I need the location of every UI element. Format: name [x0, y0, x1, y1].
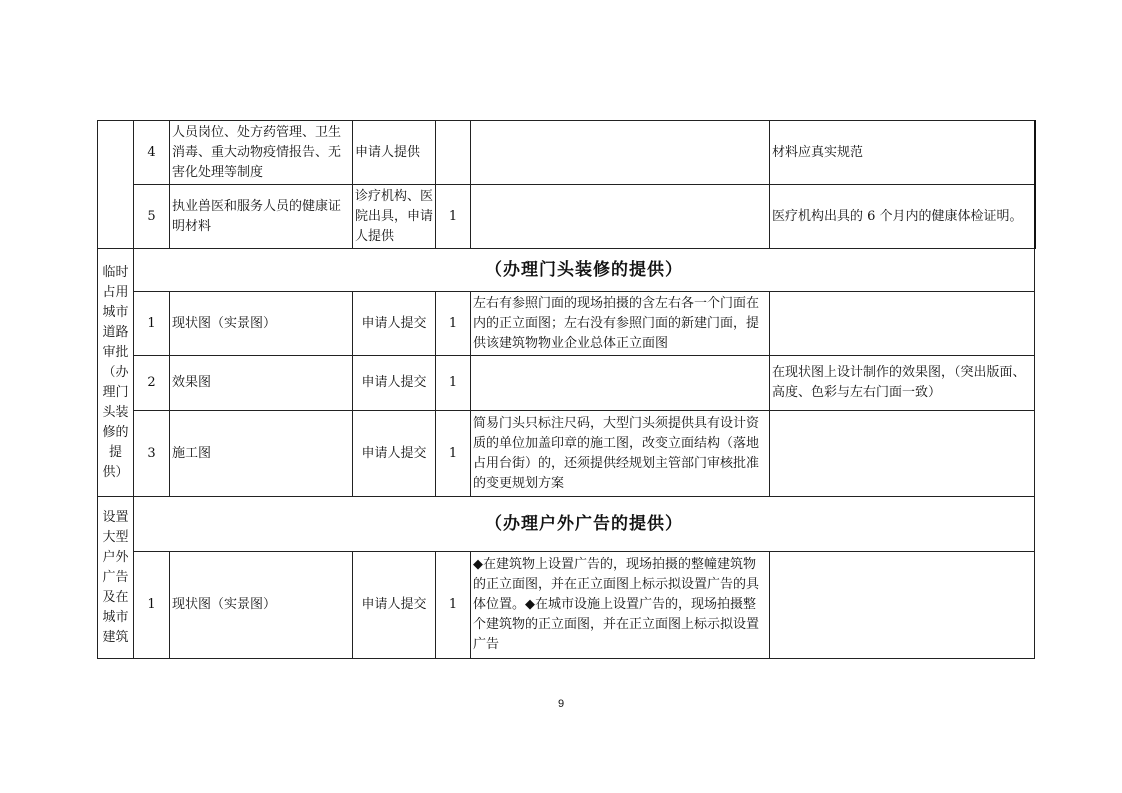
table-row	[98, 552, 1035, 659]
requirement: ◆在建筑物上设置广告的，现场拍摄的整幢建筑物的正立面图，并在正立面图上标示拟设置广告的具体位置。◆在城市设施上设置广告的，现场拍摄整个建筑物的正立面图，并在正立面图上标示拟设置广告	[471, 552, 770, 659]
row-number: 5	[134, 185, 170, 249]
requirement	[471, 356, 770, 411]
note: 材料应真实规范	[770, 121, 1035, 185]
copies	[436, 121, 471, 185]
copies: 1	[436, 292, 471, 356]
material-name: 人员岗位、处方药管理、卫生消毒、重大动物疫情报告、无害化处理等制度	[170, 121, 353, 185]
material-name: 施工图	[170, 411, 353, 497]
section-title: （办理户外广告的提供）	[134, 497, 1035, 552]
requirement	[471, 185, 770, 249]
copies: 1	[436, 411, 471, 497]
copies: 1	[436, 552, 471, 659]
material-source: 诊疗机构、医院出具，申请人提供	[353, 185, 436, 249]
note: 在现状图上设计制作的效果图，（突出版面、高度、色彩与左右门面一致）	[770, 356, 1035, 411]
requirement	[471, 121, 770, 185]
row-number: 2	[134, 356, 170, 411]
table-row	[98, 292, 1035, 356]
requirement: 简易门头只标注尺码，大型门头须提供具有设计资质的单位加盖印章的施工图，改变立面结构（落地占用台街）的，还须提供经规划主管部门审核批准的变更规划方案	[471, 411, 770, 497]
section-title: （办理门头装修的提供）	[134, 249, 1035, 292]
section-header-row	[98, 249, 1035, 292]
note	[770, 552, 1035, 659]
requirement: 左右有参照门面的现场拍摄的含左右各一个门面在内的正立面图；左右没有参照门面的新建门面，提供该建筑物物业企业总体正立面图	[471, 292, 770, 356]
material-name: 执业兽医和服务人员的健康证明材料	[170, 185, 353, 249]
category-label: 临时占用城市道路审批（办理门头装修的提供）	[98, 249, 134, 497]
material-source: 申请人提交	[353, 356, 436, 411]
table-row	[98, 356, 1035, 411]
table-row	[98, 121, 1035, 185]
material-name: 现状图（实景图）	[170, 552, 353, 659]
row-number: 1	[134, 552, 170, 659]
category-label: 设置大型户外广告及在城市建筑	[98, 497, 134, 659]
table-row	[98, 185, 1035, 249]
note: 医疗机构出具的 6 个月内的健康体检证明。	[770, 185, 1035, 249]
material-source: 申请人提交	[353, 552, 436, 659]
note	[770, 411, 1035, 497]
row-number: 1	[134, 292, 170, 356]
material-source: 申请人提供	[353, 121, 436, 185]
material-source: 申请人提交	[353, 411, 436, 497]
material-name: 现状图（实景图）	[170, 292, 353, 356]
section-header-row	[98, 497, 1035, 552]
copies: 1	[436, 356, 471, 411]
row-number: 3	[134, 411, 170, 497]
page-number: 9	[557, 698, 565, 710]
note	[770, 292, 1035, 356]
material-name: 效果图	[170, 356, 353, 411]
copies: 1	[436, 185, 471, 249]
category-cell-empty	[98, 121, 134, 249]
row-number: 4	[134, 121, 170, 185]
materials-table	[97, 120, 1036, 659]
table-row	[98, 411, 1035, 497]
material-source: 申请人提交	[353, 292, 436, 356]
